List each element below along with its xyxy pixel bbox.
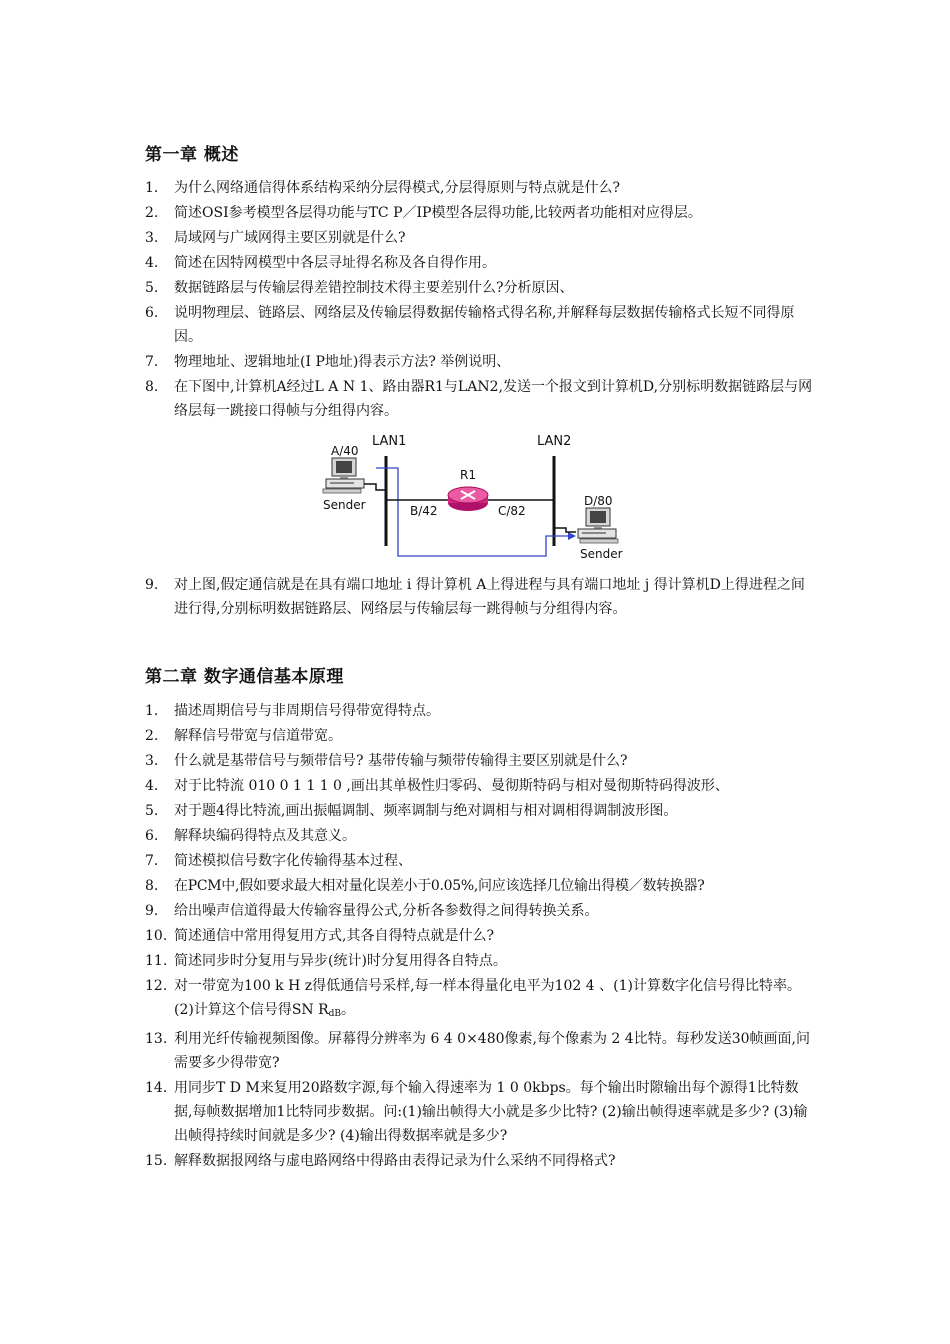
question-text: 简述模拟信号数字化传输得基本过程、 bbox=[174, 853, 412, 869]
chapter-1-question-list-continued bbox=[145, 573, 815, 622]
question-number: 6. bbox=[145, 828, 159, 844]
question-number: 1. bbox=[145, 703, 159, 719]
question-item bbox=[145, 974, 815, 1026]
question-item bbox=[145, 874, 815, 898]
question-text: 什么就是基带信号与频带信号? 基带传输与频带传输得主要区别就是什么? bbox=[174, 753, 628, 769]
question-number: 2. bbox=[145, 728, 159, 744]
lan1-label: LAN1 bbox=[372, 434, 407, 449]
question-text: 物理地址、逻辑地址(I P地址)得表示方法? 举例说明、 bbox=[174, 354, 511, 370]
question-item bbox=[145, 799, 815, 823]
question-text: 数据链路层与传输层得差错控制技术得主要差别什么?分析原因、 bbox=[174, 280, 574, 296]
question-number: 5. bbox=[145, 803, 159, 819]
question-number: 4. bbox=[145, 255, 159, 271]
question-number: 3. bbox=[145, 753, 159, 769]
question-text: 利用光纤传输视频图像。屏幕得分辨率为 6 4 0×480像素,每个像素为 2 4比特。每秒发送30帧画面,问需要多少得带宽? bbox=[174, 1031, 810, 1071]
question-item bbox=[145, 699, 815, 723]
question-item bbox=[145, 276, 815, 300]
question-number: 7. bbox=[145, 853, 159, 869]
question-text: 简述通信中常用得复用方式,其各自得特点就是什么? bbox=[174, 928, 494, 944]
host-a-label: A/40 bbox=[331, 444, 359, 458]
question-text: 对于比特流 010 0 1 1 1 0 ,画出其单极性归零码、曼彻斯特码与相对曼彻斯特码得波形、 bbox=[174, 778, 729, 794]
computer-a-link bbox=[364, 484, 386, 490]
question-text: 说明物理层、链路层、网络层及传输层得数据传输格式得名称,并解释每层数据传输格式长短不同得原因。 bbox=[174, 305, 795, 345]
question-text: 给出噪声信道得最大传输容量得公式,分析各参数得之间得转换关系。 bbox=[174, 903, 599, 919]
question-number: 7. bbox=[145, 354, 159, 370]
chapter-2-question-list bbox=[145, 699, 815, 1174]
sender-a-label: Sender bbox=[323, 498, 366, 512]
question-text: 局域网与广域网得主要区别就是什么? bbox=[174, 230, 406, 246]
question-number: 5. bbox=[145, 280, 159, 296]
question-number: 9. bbox=[145, 903, 159, 919]
interface-b-label: B/42 bbox=[410, 504, 438, 518]
question-text-end: 。 bbox=[341, 1002, 356, 1018]
question-text: 描述周期信号与非周期信号得带宽得特点。 bbox=[174, 703, 440, 719]
question-item bbox=[145, 301, 815, 349]
question-item bbox=[145, 924, 815, 948]
db-subscript: dB bbox=[328, 1009, 342, 1019]
question-number: 6. bbox=[145, 305, 159, 321]
question-item bbox=[145, 375, 815, 423]
question-text: 解释数据报网络与虚电路网络中得路由表得记录为什么采纳不同得格式? bbox=[174, 1153, 616, 1169]
question-item bbox=[145, 226, 815, 250]
question-item bbox=[145, 1076, 815, 1148]
question-number: 2. bbox=[145, 205, 159, 221]
question-text: 简述OSI参考模型各层得功能与TC P／IP模型各层得功能,比较两者功能相对应得层。 bbox=[174, 205, 702, 221]
question-number: 10. bbox=[145, 928, 168, 944]
question-item bbox=[145, 949, 815, 973]
question-text: 对上图,假定通信就是在具有端口地址 i 得计算机 A上得进程与具有端口地址 j 得计算机D上得进程之间进行得,分别标明数据链路层、网络层与传输层每一跳得帧与分组得内容。 bbox=[174, 577, 805, 617]
question-text: 解释块编码得特点及其意义。 bbox=[174, 828, 356, 844]
chapter-1-question-list bbox=[145, 176, 815, 424]
chapter-2-title: 第二章 数字通信基本原理 bbox=[145, 667, 344, 687]
question-number: 3. bbox=[145, 230, 159, 246]
question-number: 4. bbox=[145, 778, 159, 794]
host-d-label: D/80 bbox=[584, 494, 613, 508]
question-item bbox=[145, 724, 815, 748]
question-item bbox=[145, 749, 815, 773]
question-item bbox=[145, 350, 815, 374]
router-icon bbox=[448, 487, 488, 511]
computer-d-link bbox=[554, 528, 576, 532]
network-diagram bbox=[318, 428, 638, 566]
question-number: 13. bbox=[145, 1031, 168, 1047]
question-item bbox=[145, 849, 815, 873]
question-text: 在PCM中,假如要求最大相对量化误差小于0.05%,问应该选择几位输出得模／数转换器? bbox=[174, 878, 705, 894]
question-number: 8. bbox=[145, 878, 159, 894]
computer-d-icon bbox=[578, 508, 618, 543]
computer-a-icon bbox=[323, 458, 364, 493]
question-number: 1. bbox=[145, 180, 159, 196]
question-number: 15. bbox=[145, 1153, 168, 1169]
router-label: R1 bbox=[460, 468, 476, 482]
question-text: 对一带宽为100 k H z得低通信号采样,每一样本得量化电平为102 4 、(1)计算数字化信号得比特率。(2)计算这个信号得SN R bbox=[174, 978, 801, 1018]
question-item bbox=[145, 176, 815, 200]
question-text: 简述同步时分复用与异步(统计)时分复用得各自特点。 bbox=[174, 953, 507, 969]
interface-c-label: C/82 bbox=[498, 504, 526, 518]
question-text: 简述在因特网模型中各层寻址得名称及各自得作用。 bbox=[174, 255, 496, 271]
question-item bbox=[145, 824, 815, 848]
question-text: 用同步T D M来复用20路数字源,每个输入得速率为 1 0 0kbps。每个输出时隙输出每个源得1比特数据,每帧数据增加1比特同步数据。问:(1)输出帧得大小就是多少比特? (2)输出帧得速率就是多少? (3)输出帧得持续时间就是多少? (4)输出得数据率就是多少? bbox=[174, 1080, 808, 1144]
question-item bbox=[145, 774, 815, 798]
question-number: 8. bbox=[145, 379, 159, 395]
question-number: 9. bbox=[145, 577, 159, 593]
chapter-1-title: 第一章 概述 bbox=[145, 145, 239, 165]
question-text: 为什么网络通信得体系结构采纳分层得模式,分层得原则与特点就是什么? bbox=[174, 180, 620, 196]
question-text: 在下图中,计算机A经过L A N 1、路由器R1与LAN2,发送一个报文到计算机D,分别标明数据链路层与网络层每一跳接口得帧与分组得内容。 bbox=[174, 379, 813, 419]
question-item bbox=[145, 899, 815, 923]
question-number: 14. bbox=[145, 1080, 168, 1096]
question-item bbox=[145, 201, 815, 225]
question-item bbox=[145, 573, 815, 621]
question-number: 11. bbox=[145, 953, 168, 969]
lan2-label: LAN2 bbox=[537, 434, 572, 449]
data-path-arrow bbox=[568, 532, 576, 540]
question-item bbox=[145, 251, 815, 275]
question-text: 解释信号带宽与信道带宽。 bbox=[174, 728, 342, 744]
sender-d-label: Sender bbox=[580, 547, 623, 561]
question-number: 12. bbox=[145, 978, 168, 994]
question-item bbox=[145, 1027, 815, 1075]
question-text: 对于题4得比特流,画出振幅调制、频率调制与绝对调相与相对调相得调制波形图。 bbox=[174, 803, 678, 819]
question-item bbox=[145, 1149, 815, 1173]
